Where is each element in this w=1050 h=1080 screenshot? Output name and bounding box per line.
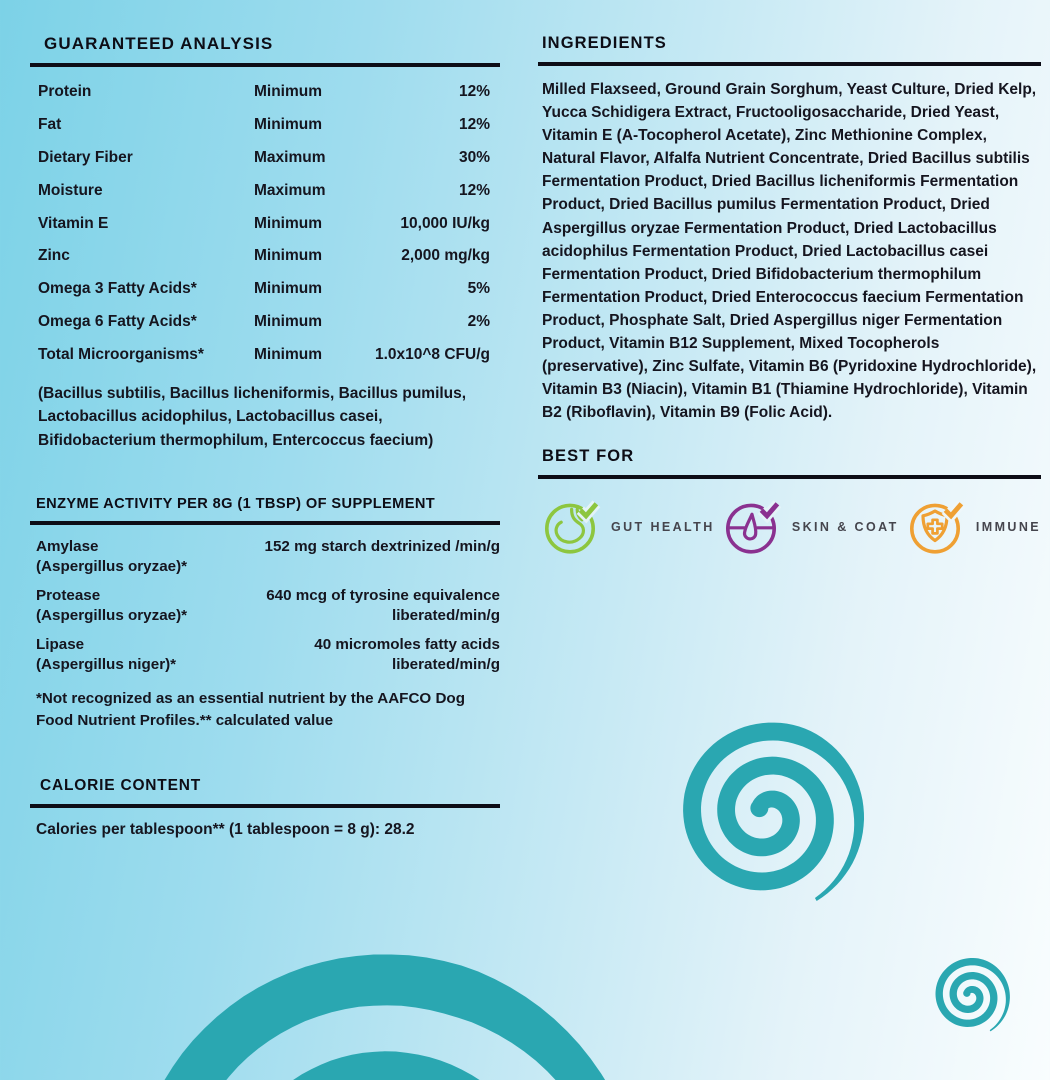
table-row [30, 586, 500, 626]
nutrient-label: Fat [38, 116, 62, 134]
nutrient-qualifier: Minimum [254, 280, 323, 298]
enzyme-value: 640 mcg of tyrosine equivalence liberated/min/g [266, 587, 500, 625]
nutrient-value: 2% [467, 312, 490, 330]
best-for-item-immune [903, 495, 1041, 559]
best-for-header [538, 447, 1041, 479]
enzyme-activity-title: ENZYME ACTIVITY PER 8G (1 TBSP) OF SUPPLEMENT [36, 495, 436, 512]
calorie-content-section [30, 777, 500, 839]
nutrient-value: 1.0x10^8 CFU/g [374, 345, 490, 363]
spiral-logo-medium [660, 708, 874, 922]
calorie-content-header [30, 777, 500, 808]
enzyme-activity-table [30, 537, 500, 675]
guaranteed-analysis-title: GUARANTEED ANALYSIS [44, 34, 274, 53]
nutrient-label: Protein [38, 83, 92, 101]
nutrient-qualifier: Minimum [254, 345, 323, 363]
table-row [30, 174, 500, 207]
nutrient-label: Omega 3 Fatty Acids* [38, 280, 197, 298]
nutrient-qualifier: Minimum [254, 214, 323, 232]
stomach-check-icon [538, 495, 602, 559]
nutrient-label: Dietary Fiber [38, 148, 133, 166]
nutrient-value: 12% [458, 83, 490, 101]
nutrient-label: Total Microorganisms* [38, 345, 204, 363]
best-for-item-skin-coat [719, 495, 899, 559]
ingredients-text: Milled Flaxseed, Ground Grain Sorghum, Yeast Culture, Dried Kelp, Yucca Schidigera Extract, Fructooligosaccharide, Dried Yeast, Vitamin E (A-Tocopherol Acetate), Zinc Methionine Complex, Natural Flavor, Alfalfa Nutrient Concentrate, Dried Bacillus subtilis Fermentation Product, Dried Bacillus licheniformis Fermentation Product, Dried Bacillus pumilus Fermentation Product, Dried Aspergillus oryzae Fermentation Product, Dried Lactobacillus acidophilus Fermentation Product, Dried Lactobacillus casei Fermentation Product, Dried Bifidobacterium thermophilum Fermentation Product, Dried Enterococcus faecium Fermentation Product, Phosphate Salt, Dried Aspergillus niger Fermentation Product, Vitamin B12 Supplement, Mixed Tocopherols (preservative), Zinc Sulfate, Vitamin B6 (Pyridoxine Hydrochloride), Vitamin B3 (Niacin), Vitamin B1 (Thiamine Hydrochloride), Vitamin B2 (Riboflavin), Vitamin B9 (Folic Acid). [542, 81, 1037, 422]
table-row [30, 142, 500, 175]
ingredients-title: INGREDIENTS [542, 34, 667, 52]
best-for-label: GUT HEALTH [611, 520, 715, 535]
enzyme-activity-header [30, 496, 500, 525]
nutrient-value: 12% [458, 116, 490, 134]
right-column [538, 34, 1041, 559]
calorie-content-text: Calories per tablespoon** (1 tablespoon = 8 g): 28.2 [36, 820, 415, 838]
nutrient-label: Omega 6 Fatty Acids* [38, 312, 197, 330]
nutrient-value: 2,000 mg/kg [401, 247, 490, 265]
best-for-badges [538, 495, 1041, 559]
best-for-section [538, 447, 1041, 559]
aafco-footnote: *Not recognized as an essential nutrient by the AAFCO Dog Food Nutrient Profiles.** calculated value [36, 690, 465, 729]
enzyme-name: Protease [36, 587, 101, 605]
guaranteed-analysis-table [30, 76, 500, 371]
enzyme-source: (Aspergillus oryzae)* [36, 557, 188, 575]
table-row [30, 338, 500, 371]
best-for-label: SKIN & COAT [791, 520, 899, 535]
nutrient-label: Zinc [38, 247, 70, 265]
enzyme-source: (Aspergillus niger)* [36, 656, 177, 674]
nutrient-qualifier: Minimum [254, 247, 323, 265]
table-row [30, 537, 500, 577]
guaranteed-analysis-header [30, 34, 500, 67]
best-for-item-gut-health [538, 495, 715, 559]
nutrient-qualifier: Minimum [254, 116, 323, 134]
ingredients-header [538, 34, 1041, 66]
enzyme-value: 152 mg starch dextrinized /min/g [264, 537, 500, 555]
enzyme-name: Amylase [36, 537, 99, 555]
nutrient-value: 10,000 IU/kg [400, 214, 490, 232]
nutrient-value: 12% [458, 181, 490, 199]
enzyme-activity-section [30, 496, 500, 731]
enzyme-value: 40 micromoles fatty acids liberated/min/g [314, 636, 500, 674]
shield-cross-check-icon [903, 495, 967, 559]
microorganisms-note: (Bacillus subtilis, Bacillus licheniformis, Bacillus pumilus, Lactobacillus acidophilus, Lactobacillus casei, Bifidobacterium thermophilum, Entercoccus faecium) [38, 385, 467, 449]
spiral-logo-large [66, 913, 674, 1080]
nutrient-qualifier: Minimum [254, 83, 323, 101]
best-for-label: IMMUNE [975, 520, 1041, 535]
nutrient-value: 30% [458, 148, 490, 166]
nutrient-label: Moisture [38, 181, 103, 199]
table-row [30, 273, 500, 306]
table-row [30, 635, 500, 675]
nutrient-value: 5% [467, 280, 490, 298]
nutrient-qualifier: Maximum [254, 181, 326, 199]
enzyme-name: Lipase [36, 636, 85, 654]
hair-follicle-check-icon [719, 495, 783, 559]
calorie-content-title: CALORIE CONTENT [40, 776, 201, 794]
table-row [30, 109, 500, 142]
enzyme-source: (Aspergillus oryzae)* [36, 607, 188, 625]
left-column [30, 34, 500, 839]
spiral-logo-small [926, 952, 1014, 1040]
best-for-title: BEST FOR [542, 447, 635, 466]
nutrient-label: Vitamin E [38, 214, 109, 232]
table-row [30, 306, 500, 339]
nutrient-qualifier: Maximum [254, 148, 326, 166]
nutrient-qualifier: Minimum [254, 312, 323, 330]
table-row [30, 207, 500, 240]
table-row [30, 240, 500, 273]
table-row [30, 76, 500, 109]
